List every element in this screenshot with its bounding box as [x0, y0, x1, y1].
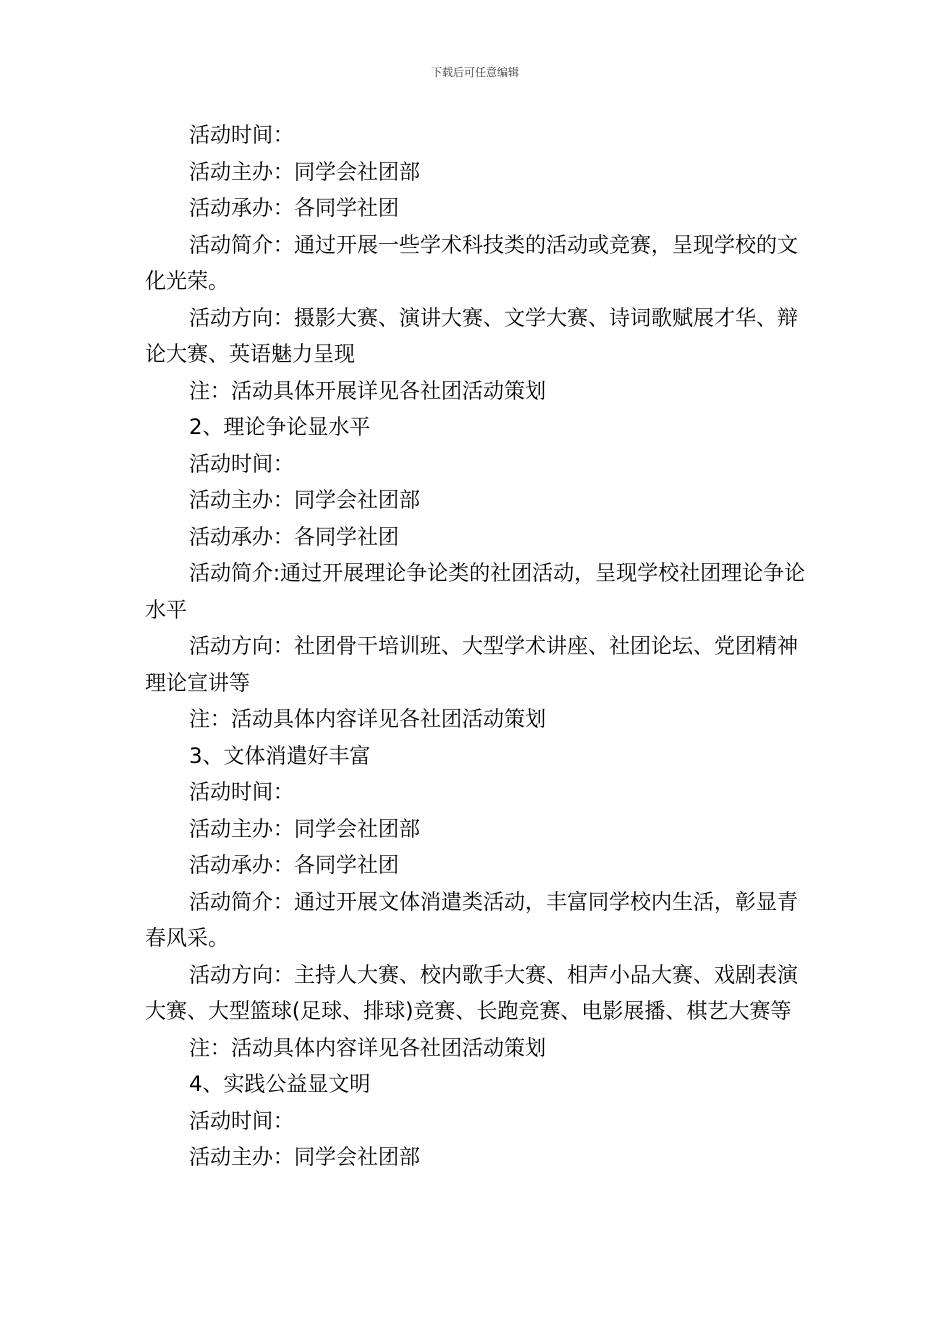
paragraph-activity-direction: 活动方向：摄影大赛、演讲大赛、文学大赛、诗词歌赋展才华、辩论大赛、英语魅力呈现 — [145, 305, 798, 366]
paragraph-activity-intro: 活动简介:通过开展理论争论类的社团活动，呈现学校社团理论争论水平 — [145, 561, 806, 622]
paragraph-note: 注：活动具体开展详见各社团活动策划 — [189, 378, 546, 403]
paragraph-activity-time: 活动时间： — [189, 1108, 294, 1133]
paragraph-activity-intro: 活动简介：通过开展文体消遣类活动，丰富同学校内生活，彰显青春风采。 — [145, 889, 798, 950]
paragraph-activity-time: 活动时间： — [189, 451, 294, 476]
paragraph-activity-organizer: 活动主办：同学会社团部 — [189, 1145, 420, 1169]
paragraph-activity-organizer: 活动主办：同学会社团部 — [189, 816, 420, 841]
paragraph-note: 注：活动具体内容详见各社团活动策划 — [189, 1035, 546, 1060]
paragraph-activity-time: 活动时间： — [189, 123, 294, 147]
paragraph-activity-direction: 活动方向：主持人大赛、校内歌手大赛、相声小品大赛、戏剧表演大赛、大型篮球(足球、排球)竞赛、长跑竞赛、电影展播、棋艺大赛等 — [145, 962, 798, 1023]
document-body — [145, 117, 813, 1176]
paragraph-activity-organizer: 活动主办：同学会社团部 — [189, 488, 420, 512]
paragraph-activity-host: 活动承办：各同学社团 — [189, 853, 399, 877]
section-heading-3: 3、文体消遣好丰富 — [189, 743, 371, 768]
section-heading-4: 4、实践公益显文明 — [189, 1072, 371, 1096]
paragraph-activity-direction: 活动方向：社团骨干培训班、大型学术讲座、社团论坛、党团精神理论宣讲等 — [145, 634, 798, 695]
paragraph-activity-time: 活动时间： — [189, 780, 294, 804]
paragraph-activity-intro: 活动简介：通过开展一些学术科技类的活动或竞赛，呈现学校的文化光荣。 — [145, 232, 798, 293]
paragraph-activity-host: 活动承办：各同学社团 — [189, 196, 399, 220]
paragraph-activity-host: 活动承办：各同学社团 — [189, 524, 399, 549]
page-header: 下载后可任意编辑 — [431, 66, 519, 79]
paragraph-activity-organizer: 活动主办：同学会社团部 — [189, 159, 420, 184]
paragraph-note: 注：活动具体内容详见各社团活动策划 — [189, 707, 546, 731]
section-heading-2: 2、理论争论显水平 — [189, 415, 371, 439]
